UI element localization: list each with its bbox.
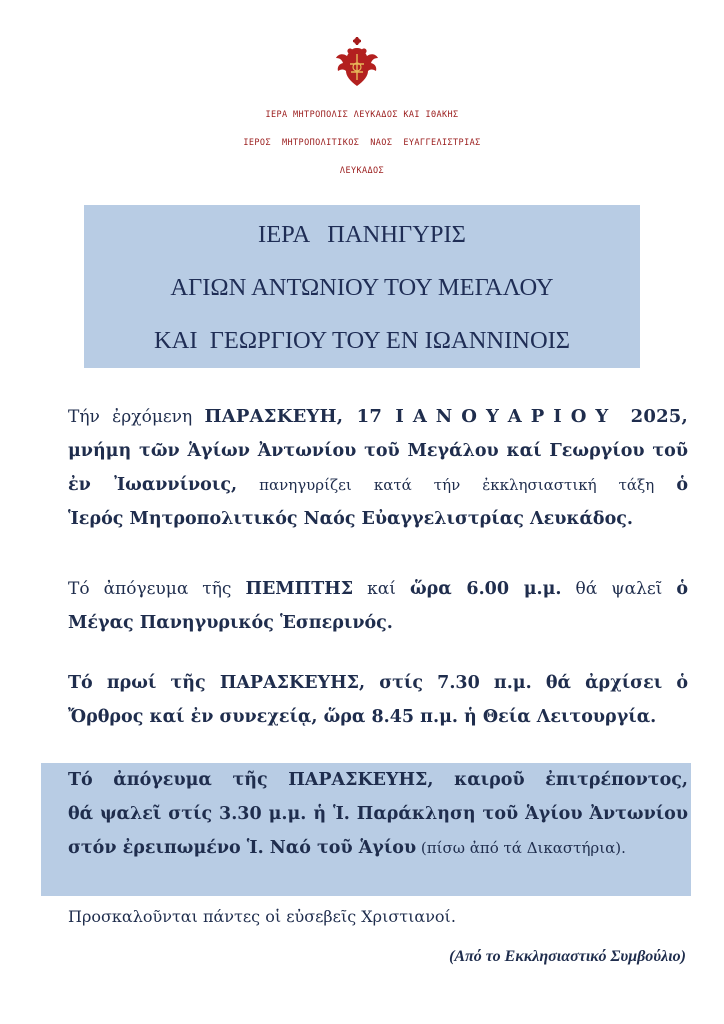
city-name: ΛΕΥΚΑΔΟΣ [339,166,385,176]
title-line-1: ΙΕΡΑ ΠΑΝΗΓΥΡΙΣ [258,221,466,248]
para2-text-e: θά ψαλεῖ [561,579,677,599]
invitation: Προσκαλοῦνται πάντες οἱ εὐσεβεῖς Χριστιανοί. [68,907,456,926]
paraklesis-line-2: θά ψαλεῖ στίς 3.30 μ.μ. ἡ Ἱ. Παράκληση τοῦ Ἁγίου Ἀντωνίου [68,804,688,824]
location-note: (πίσω ἀπό τά Δικαστήρια). [416,839,626,857]
vespers-time: ὥρα 6.00 μ.μ. [409,579,562,599]
double-headed-eagle-icon [334,36,380,88]
para1-ioannina: ἐν Ἰωαννίνοις, [68,475,238,495]
feast-year: 2025, [617,406,688,427]
para2-article: ὁ [676,579,689,599]
para2-text-c: καί [353,579,410,599]
paragraph-liturgy [68,666,688,734]
metropolis-name: ΙΕΡΑ ΜΗΤΡΟΠΟΛΙΣ ΛΕΥΚΑΔΟΣ ΚΑΙ ΙΘΑΚΗΣ [265,110,459,120]
paragraph-paraklesis [68,763,688,865]
paragraph-vespers [68,572,688,640]
title-line-2: ΑΓΙΩΝ ΑΝΤΩΝΙΟΥ ΤΟΥ ΜΕΓΑΛΟΥ [170,274,554,301]
para1-text-a: Τήν ἐρχόμενη [68,407,205,427]
para1-article: ὁ [676,475,689,495]
cathedral-name: ΙΕΡΟΣ ΜΗΤΡΟΠΟΛΙΤΙΚΟΣ ΝΑΟΣ ΕΥΑΓΓΕΛΙΣΤΡΙΑΣ [243,138,481,148]
para1-cathedral: Ἱερός Μητροπολιτικός Ναός Εὐαγγελιστρίας Λευκάδος. [68,509,634,529]
paraklesis-line-1: Τό ἀπόγευμα τῆς ΠΑΡΑΣΚΕΥΗΣ, καιροῦ ἐπιτρέποντος, [68,770,688,790]
title-line-3: ΚΑΙ ΓΕΩΡΓΙΟΥ ΤΟΥ ΕΝ ΙΩΑΝΝΙΝΟΙΣ [153,327,571,354]
orthros-line: Τό πρωί τῆς ΠΑΡΑΣΚΕΥΗΣ, στίς 7.30 π.μ. θά ἀρχίσει ὁ [68,673,688,693]
para2-text-a: Τό ἀπόγευμα τῆς [68,579,246,599]
liturgy-line: Ὄρθρος καί ἐν συνεχείᾳ, ὥρα 8.45 π.μ. ἡ Θεία Λειτουργία. [68,707,657,727]
feast-day: ΠΑΡΑΣΚΕΥΗ, 17 [204,406,396,427]
para1-saints: μνήμη τῶν Ἁγίων Ἀντωνίου τοῦ Μεγάλου καί Γεωργίου τοῦ [68,441,688,461]
title-box [84,205,640,368]
ruined-church: στόν ἐρειπωμένο Ἱ. Ναό τοῦ Ἁγίου [68,838,417,858]
feast-month: ΙΑΝΟΥΑΡΙΟΥ [395,406,618,427]
paragraph-feast-announcement [68,400,688,536]
para1-text-d: πανηγυρίζει κατά τήν ἐκκλησιαστική τάξη [237,476,677,494]
great-vespers: Μέγας Πανηγυρικός Ἑσπερινός. [68,613,393,633]
thursday: ΠΕΜΠΤΗΣ [245,579,354,599]
signature: (Από το Εκκλησιαστικό Συμβούλιο) [449,948,686,965]
